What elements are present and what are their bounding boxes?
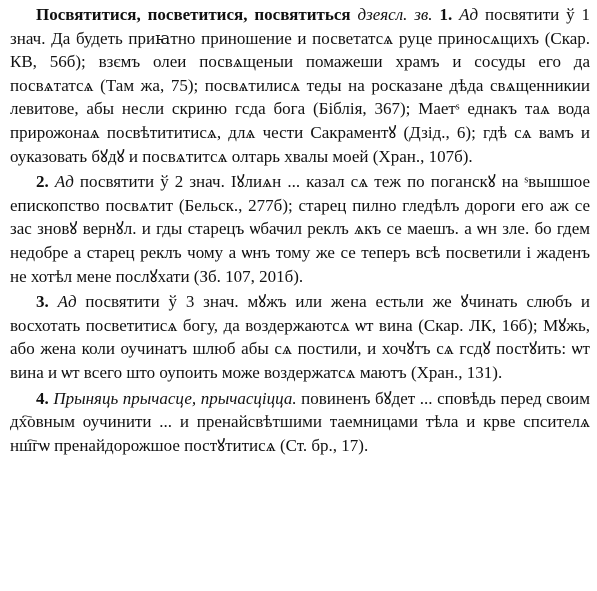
sense-governs: Ад	[459, 5, 479, 24]
sense-number: 1.	[439, 5, 453, 24]
entry-sense-4	[10, 387, 590, 458]
sense-governs: Ад	[57, 292, 77, 312]
sense-governs: Ад	[54, 172, 74, 192]
sense-text: Іꙋлиѧн ... казал сѧ теж по поганскꙋ на ˢвышшое епископство посвѧтит (Бельск., 277б); старец пилно гледѣлъ дороги его аж се зас зновꙋ вернꙋл. и гды старецъ ѡбачил реклъ ѧкъ се маешъ. а ѡн зле. бо гдем недобре а старец реклъ чому а ѡнъ тому же се теперъ всѣ посветили і жаденъ не хотѣл мене послꙋхати (Зб. 107, 201б).	[10, 172, 591, 286]
sense-reference: посвятити ў 1 знач.	[10, 5, 591, 48]
sense-number: 2.	[36, 172, 49, 192]
entry-sense-3	[10, 290, 590, 384]
sense-definition: Прыняць прычасце, прычасціцца.	[53, 388, 297, 408]
sense-number: 4.	[36, 388, 49, 408]
sense-number: 3.	[36, 292, 49, 312]
sense-reference: посвятити ў 2 знач.	[79, 172, 225, 192]
entry-sense-1	[10, 3, 590, 168]
sense-text: Да будеть приꙗтно приношение и посветатсѧ руце приносѧщихъ (Скар. КВ, 56б); взємъ олеи посвѧщеныи помажеши храмъ и сосуды его да посвѧтатсѧ (Там жа, 75); посвѧтилисѧ теды на росказане дѣда свѧщенникии левитове, абы несли скриню гсда бога (Біблія, 367); Маетˢ еднакъ таѧ вода прирожонаѧ посвѣтититисѧ, длѧ чести Сакраментꙋ (Дзід., 6); гдѣ сѧ вамъ и оуказовать бꙋдꙋ и посвѧтитсѧ олтарь хвалы моей (Хран., 107б).	[10, 28, 590, 166]
sense-text: повиненъ бꙋдет ... сповѣдь перед своим дх҇овным оучинити ... и пренайсвѣтшими таемницами тѣла и крве спсителѧ нш҇гѡ пренайдорожшое постꙋтитисѧ (Ст. бр., 17).	[10, 388, 590, 455]
entry-sense-2	[10, 170, 590, 288]
sense-reference: посвятити ў 3 знач.	[85, 292, 239, 312]
entry-headword: Посвятитися, посветитися, посвятиться	[36, 5, 351, 24]
sense-text: мꙋжъ или жена естьли же ꙋчинать слюбъ и восхотать посветитисѧ богу, да воздержаютсѧ ѡт вина (Скар. ЛК, 16б); Мꙋжь, або жена коли оучинатъ шлюб абы сѧ постили, и хочꙋтъ сѧ гсдꙋ постꙋить: ѡт вина и ѡт всего што оупоить може воздержатсѧ маютъ (Хран., 131).	[10, 292, 591, 382]
entry-grammar: дзеясл. зв.	[357, 5, 433, 24]
